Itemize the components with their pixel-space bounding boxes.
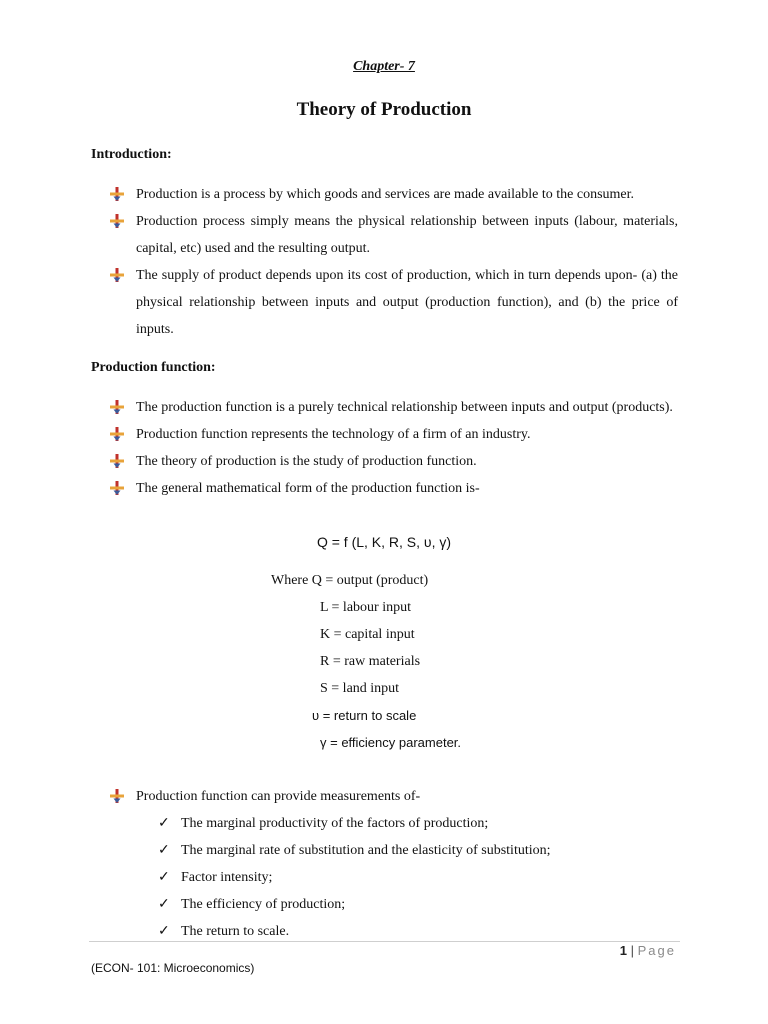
check-icon: ✓ xyxy=(158,897,170,912)
list-item xyxy=(110,262,678,343)
measurement-checklist xyxy=(158,810,551,945)
where-land: S = land input xyxy=(320,681,400,696)
list-item xyxy=(158,864,551,891)
bullet-text: Production function represents the technology of a firm of an industry. xyxy=(136,427,531,442)
page-word: Page xyxy=(637,943,676,958)
list-item xyxy=(110,421,678,448)
list-item xyxy=(110,181,678,208)
list-item xyxy=(158,837,551,864)
check-icon: ✓ xyxy=(158,843,170,858)
page-number xyxy=(620,943,676,958)
arrow-bullet-icon xyxy=(110,268,124,282)
footer-divider xyxy=(89,941,680,942)
where-raw-materials: R = raw materials xyxy=(320,654,421,669)
bullet-text: Production process simply means the physical relationship between inputs (labour, materials, capital, etc) used and the resulting output. xyxy=(136,214,678,256)
arrow-bullet-icon xyxy=(110,481,124,495)
bullet-text: The production function is a purely technical relationship between inputs and output (products). xyxy=(136,400,673,415)
list-item xyxy=(110,783,678,810)
course-footer: (ECON- 101: Microeconomics) xyxy=(91,961,255,975)
check-icon: ✓ xyxy=(158,816,170,831)
arrow-bullet-icon xyxy=(110,789,124,803)
check-text: The efficiency of production; xyxy=(181,897,346,912)
bullet-text: The theory of production is the study of production function. xyxy=(136,454,477,469)
check-text: The marginal rate of substitution and the elasticity of substitution; xyxy=(181,843,551,858)
bullet-text: The general mathematical form of the production function is- xyxy=(136,481,480,496)
list-item xyxy=(110,448,678,475)
list-item xyxy=(158,810,551,837)
arrow-bullet-icon xyxy=(110,187,124,201)
bullet-text: Production is a process by which goods and services are made available to the consumer. xyxy=(136,187,635,202)
check-text: Factor intensity; xyxy=(181,870,273,885)
where-labour: L = labour input xyxy=(320,600,411,615)
production-function-heading: Production function: xyxy=(91,360,216,375)
bullet-text: Production function can provide measurements of- xyxy=(136,789,421,804)
list-item xyxy=(158,891,551,918)
measurement-intro-list xyxy=(110,783,678,810)
check-icon: ✓ xyxy=(158,870,170,885)
production-function-bullet-list xyxy=(110,394,678,502)
page-title: Theory of Production xyxy=(296,99,472,120)
list-item xyxy=(110,208,678,262)
check-text: The return to scale. xyxy=(181,924,290,939)
arrow-bullet-icon xyxy=(110,427,124,441)
list-item xyxy=(110,475,678,502)
list-item xyxy=(110,394,678,421)
where-output: Where Q = output (product) xyxy=(271,573,429,588)
page-number-separator: | xyxy=(630,943,634,958)
bullet-text: The supply of product depends upon its cost of production, which in turn depends upon- (a) the physical relationship between inputs and output (production function), and (b) the price of inputs. xyxy=(136,268,678,337)
arrow-bullet-icon xyxy=(110,400,124,414)
introduction-bullet-list xyxy=(110,181,678,343)
check-icon: ✓ xyxy=(158,924,170,939)
arrow-bullet-icon xyxy=(110,454,124,468)
arrow-bullet-icon xyxy=(110,214,124,228)
where-efficiency: γ = efficiency parameter. xyxy=(320,735,462,750)
check-text: The marginal productivity of the factors of production; xyxy=(181,816,489,831)
chapter-label: Chapter- 7 xyxy=(353,59,415,74)
where-capital: K = capital input xyxy=(320,627,415,642)
production-formula: Q = f (L, K, R, S, υ, γ) xyxy=(316,534,452,550)
where-return-to-scale: υ = return to scale xyxy=(312,708,417,723)
page-number-value: 1 xyxy=(619,943,627,958)
introduction-heading: Introduction: xyxy=(91,147,172,162)
